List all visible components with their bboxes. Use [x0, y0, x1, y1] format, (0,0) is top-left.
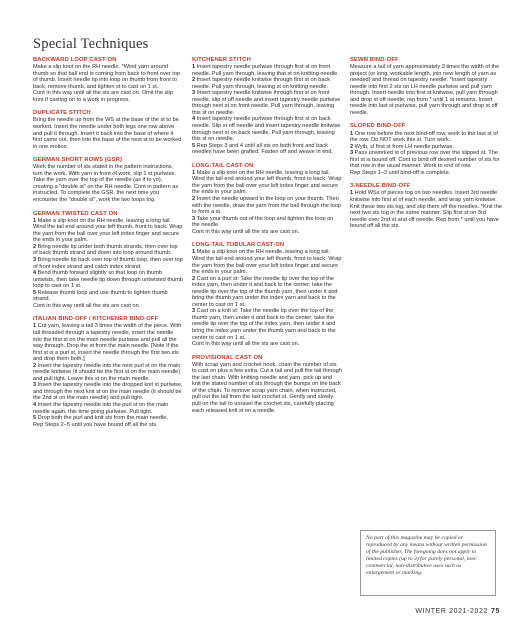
technique-paragraph: Measure a tail of yarn approximately 3 times the width of the project (or long, workable length, join new length of yarn as needed) and thread on tapestry needle. *Insert tapestry needle into first 2 sts on LH needle purlwise and pull yarn through. Insert needle into first st knitwise, pull yarn through and drop st off needle; rep from * until 1 st remains. Insert needle into last st purlwise, pull yarn through and drop st off needle.: [350, 64, 500, 116]
page-title: Special Techniques: [33, 36, 149, 52]
step-number: 3: [192, 215, 196, 222]
technique-section: [33, 211, 183, 310]
technique-paragraph: 5 Release thumb loop and use thumb to tighten thumb strand.: [33, 289, 168, 303]
technique-paragraph: 2 Insert the needle upward in the loop on your thumb. Then with the needle, draw the yarn from the ball through the loop to form a st.: [192, 196, 341, 216]
technique-paragraph: 3 Take your thumb out of the loop and tighten the loop on the needle.: [192, 215, 334, 229]
step-number: 1: [350, 130, 354, 137]
technique-paragraph: Cont in this way until all the sts are cast on. Omit the slip knot if casting on to a work in progress.: [33, 90, 173, 103]
step-number: 3: [33, 256, 37, 263]
step-number: 3: [192, 90, 196, 97]
technique-paragraph: 1 Make a slip knot on the RH needle, leaving a long tail. Wind the tail end around your left thumb, front to back. Wrap the yarn from the ball over your left index finger and secure the ends in your palm.: [192, 249, 342, 276]
technique-paragraph: 1 One row before the next bind-off row, work to the last st of the row. Do NOT work this st. Turn work.: [350, 130, 498, 144]
step-number: 2: [192, 196, 196, 203]
technique-paragraph: 1 Cut yarn, leaving a tail 3 times the width of the piece. With tail threaded through a tapestry needle, insert the needle into the first st on the main needle purlwise and pull all the way through. Drop the st from the main needle. [Note If the first st is a purl st, insert the needle through the first two sts and drop them both.]: [33, 323, 182, 363]
step-number: 2: [33, 362, 37, 369]
technique-heading: KITCHENER STITCH: [192, 57, 251, 63]
technique-heading: BACKWARD LOOP CAST-ON: [33, 57, 117, 63]
technique-paragraph: 3 Insert tapestry needle knitwise through first st on front needle, slip st off needle and insert tapestry needle purlwise through next st on front needle. Pull yarn through, leaving this st on needle.: [192, 90, 341, 116]
technique-paragraph: 3 Bring needle tip back over top of thumb loop, then over top of front index strand and catch index strand.: [33, 256, 183, 270]
step-number: 3: [192, 308, 196, 315]
step-number: 4: [33, 401, 37, 408]
step-number: 5: [33, 289, 37, 296]
column-1: [33, 57, 183, 435]
technique-paragraph: Rep Steps 2–5 until you have bound off all the sts.: [33, 421, 158, 428]
step-number: 4: [192, 116, 196, 123]
technique-heading: GERMAN SHORT ROWS (GSR): [33, 157, 123, 164]
page-footer: [415, 608, 500, 615]
column-2: [192, 57, 342, 421]
technique-paragraph: Work the number of sts stated in the pattern instructions, turn the work. With yarn in front of work, slip 1 st purlwise. Take the yarn over the top of the needle (as if to yo), creating a "double st" on the RH needle. Cont in pattern as instructed. To complete the GSR, the next time you encounter the "double st", work the two loops tog.: [33, 164, 179, 204]
technique-heading: DUPLICATE STITCH: [33, 110, 91, 117]
copyright-notice-box: [360, 530, 496, 596]
step-number: 1: [33, 217, 37, 224]
technique-heading: SLOPED BIND-OFF: [350, 123, 406, 130]
copyright-notice-text: No part of this magazine may be copied or reproduced by any means without written permission of the publisher. The foregoing does not apply to limited copies (up to 3) for purely personal, non-commercial, non-distributive uses such as enlargement or marking.: [366, 535, 487, 576]
technique-paragraph: 2 Wyib, sl first st from LH needle purlwise.: [350, 143, 455, 150]
step-number: 2: [192, 275, 196, 282]
technique-paragraph: 3 Insert the tapestry needle into the dropped knit st purlwise, and through the next knit st on the main needle (it should be the 2nd st on the main needle) and pull tight.: [33, 382, 183, 402]
column-3: [350, 57, 502, 237]
technique-paragraph: 3 Pass unworked st of previous row over the slipped st. The first st is bound off. Cont to bind off desired number of sts for that row in the usual manner. Work to end of row.: [350, 150, 500, 170]
technique-section: [33, 157, 183, 203]
technique-section: [192, 242, 342, 347]
technique-paragraph: Rep Steps 1–3 until bind-off is complete.: [350, 169, 451, 176]
technique-paragraph: 3 Cast on a knit st: Take the needle tip over the top of the thumb yarn, then under it and back to the center; take the needle tip over the top of the index yarn, then under it and bring the index yarn under the thumb yarn and back to the center to cast on 1 st.: [192, 308, 336, 341]
step-number: 1: [192, 169, 196, 176]
technique-heading: PROVISIONAL CAST ON: [192, 354, 263, 361]
technique-paragraph: 2 Cast on a purl st: Take the needle tip over the top of the index yarn, then under it and back to the center; take the needle tip over the top of the thumb yarn, then under it and bring the thumb yarn under the index yarn and back to the center to cast on 1 st.: [192, 275, 338, 308]
technique-paragraph: 4 Insert tapestry needle purlwise through first st on back needle. Slip st off needle and insert tapestry needle knitwise through next st on back needle. Pull yarn through, leaving this st on needle.: [192, 116, 341, 143]
step-number: 1: [192, 64, 196, 71]
technique-paragraph: 4 Bend thumb forward slightly so that loop on thumb untwists, then take needle tip down through untwisted thumb loop to cast on 1 st.: [33, 270, 183, 290]
step-number: 1: [33, 323, 37, 330]
technique-paragraph: Make a slip knot on the RH needle. *Wind yarn around thumb so that ball end is coming from back to front over top of thumb. Insert needle tip into loop on thumb from front to back, remove thumb, and tighten st to cast on 1 st.: [33, 64, 181, 90]
issue-label: WINTER 2021-2022: [415, 608, 488, 615]
step-number: 5: [192, 142, 196, 149]
technique-paragraph: 5 Drop both the purl and knit sts from the main needle.: [33, 415, 168, 422]
step-number: 3: [33, 382, 37, 389]
technique-heading: LONG-TAIL CAST-ON: [192, 162, 254, 169]
step-number: 3: [350, 150, 354, 157]
technique-heading: GERMAN TWISTED CAST ON: [33, 210, 118, 217]
technique-paragraph: Cont in this way until all the sts are cast on.: [33, 302, 141, 309]
step-number: 2: [33, 243, 37, 250]
page-number: 75: [491, 608, 500, 615]
technique-section: [350, 123, 502, 176]
step-number: 2: [192, 77, 196, 84]
technique-paragraph: 1 Make a slip knot on the RH needle, leaving a long tail. Wind the tail end around your left thumb, front to back. Wrap the yarn from the ball over your left index finger and secure the ends in your palm.: [33, 217, 183, 244]
technique-section: [192, 355, 342, 414]
technique-heading: 3-NEEDLE BIND-OFF: [350, 183, 411, 190]
technique-paragraph: 4 Insert the tapestry needle into the purl st on the main needle again, this time going purlwise. Pull tight.: [33, 401, 169, 415]
step-number: 5: [33, 415, 37, 422]
step-number: 4: [33, 270, 37, 277]
technique-paragraph: With scrap yarn and crochet hook, chain the number of sts to cast on plus a few extra. Cut a tail and pull the tail through the last chain. With knitting needle and yarn, pick up and knit the stated number of sts through the bumps on the back of the chain. To remove scrap yarn chain, when instructed, pull out the tail from the last crochet st. Gently and slowly pull on the tail to unravel the crochet sts, carefully placing each released knit st on a needle.: [192, 361, 342, 414]
technique-section: [33, 316, 183, 428]
technique-heading: LONG-TAIL TUBULAR CAST-ON: [192, 242, 285, 249]
technique-paragraph: 2 Bring needle tip under both thumb strands, then over top of back thumb strand and down into loop around thumb.: [33, 243, 178, 257]
technique-heading: SEWN BIND-OFF: [350, 57, 399, 63]
technique-section: [192, 163, 342, 236]
step-number: 2: [350, 143, 354, 150]
step-number: 1: [350, 190, 354, 197]
step-number: 1: [192, 249, 196, 256]
technique-paragraph: 2 Insert the tapestry needle into the next purl st on the main needle knitwise (it should be the first st on the main needle) and pull tight. Leave this st on the main needle.: [33, 362, 181, 382]
technique-paragraph: Bring the needle up from the WS at the base of the st to be worked. Insert the needle under both legs one row above and pull it through. Insert it back into the base of where it first came out, then into the base of the next st to be worked in one motion.: [33, 117, 182, 150]
technique-section: [350, 183, 502, 229]
technique-paragraph: 2 Insert tapestry needle knitwise through first st on back needle. Pull yarn through, leaving st on knitting needle.: [192, 77, 331, 90]
technique-section: [350, 57, 502, 116]
technique-section: [33, 57, 183, 103]
technique-paragraph: 1 Insert tapestry needle purlwise through first st on front needle. Pull yarn through, leaving that st on knitting needle.: [192, 64, 339, 77]
technique-section: [33, 110, 183, 150]
technique-paragraph: Cont in this way until all the sts are cast on.: [192, 228, 300, 235]
technique-section: [192, 57, 342, 156]
technique-paragraph: 1 Make a slip knot on the RH needle, leaving a long tail. Wind the tail end around your left thumb, front to back. Wrap the yarn from the ball over your left index finger and secure the ends in your palm.: [192, 169, 342, 196]
technique-heading: ITALIAN BIND-OFF / KITCHENER BIND-OFF: [33, 316, 159, 323]
technique-paragraph: 1 Hold WSs of pieces tog on two needles. Insert 3rd needle knitwise into first st of each needle, and wrap yarn knitwise. Knit these two sts tog, and slip them off the needles. *Knit the next two sts tog in the same manner. Slip first st on 3rd needle over 2nd st and off needle. Rep from * until you have bound off all the sts.: [350, 190, 502, 230]
technique-paragraph: Cont in this way until all the sts are cast on.: [192, 341, 300, 348]
technique-paragraph: 5 Rep Steps 3 and 4 until all sts on both front and back needles have been grafted. Fasten off and weave in end.: [192, 142, 334, 156]
